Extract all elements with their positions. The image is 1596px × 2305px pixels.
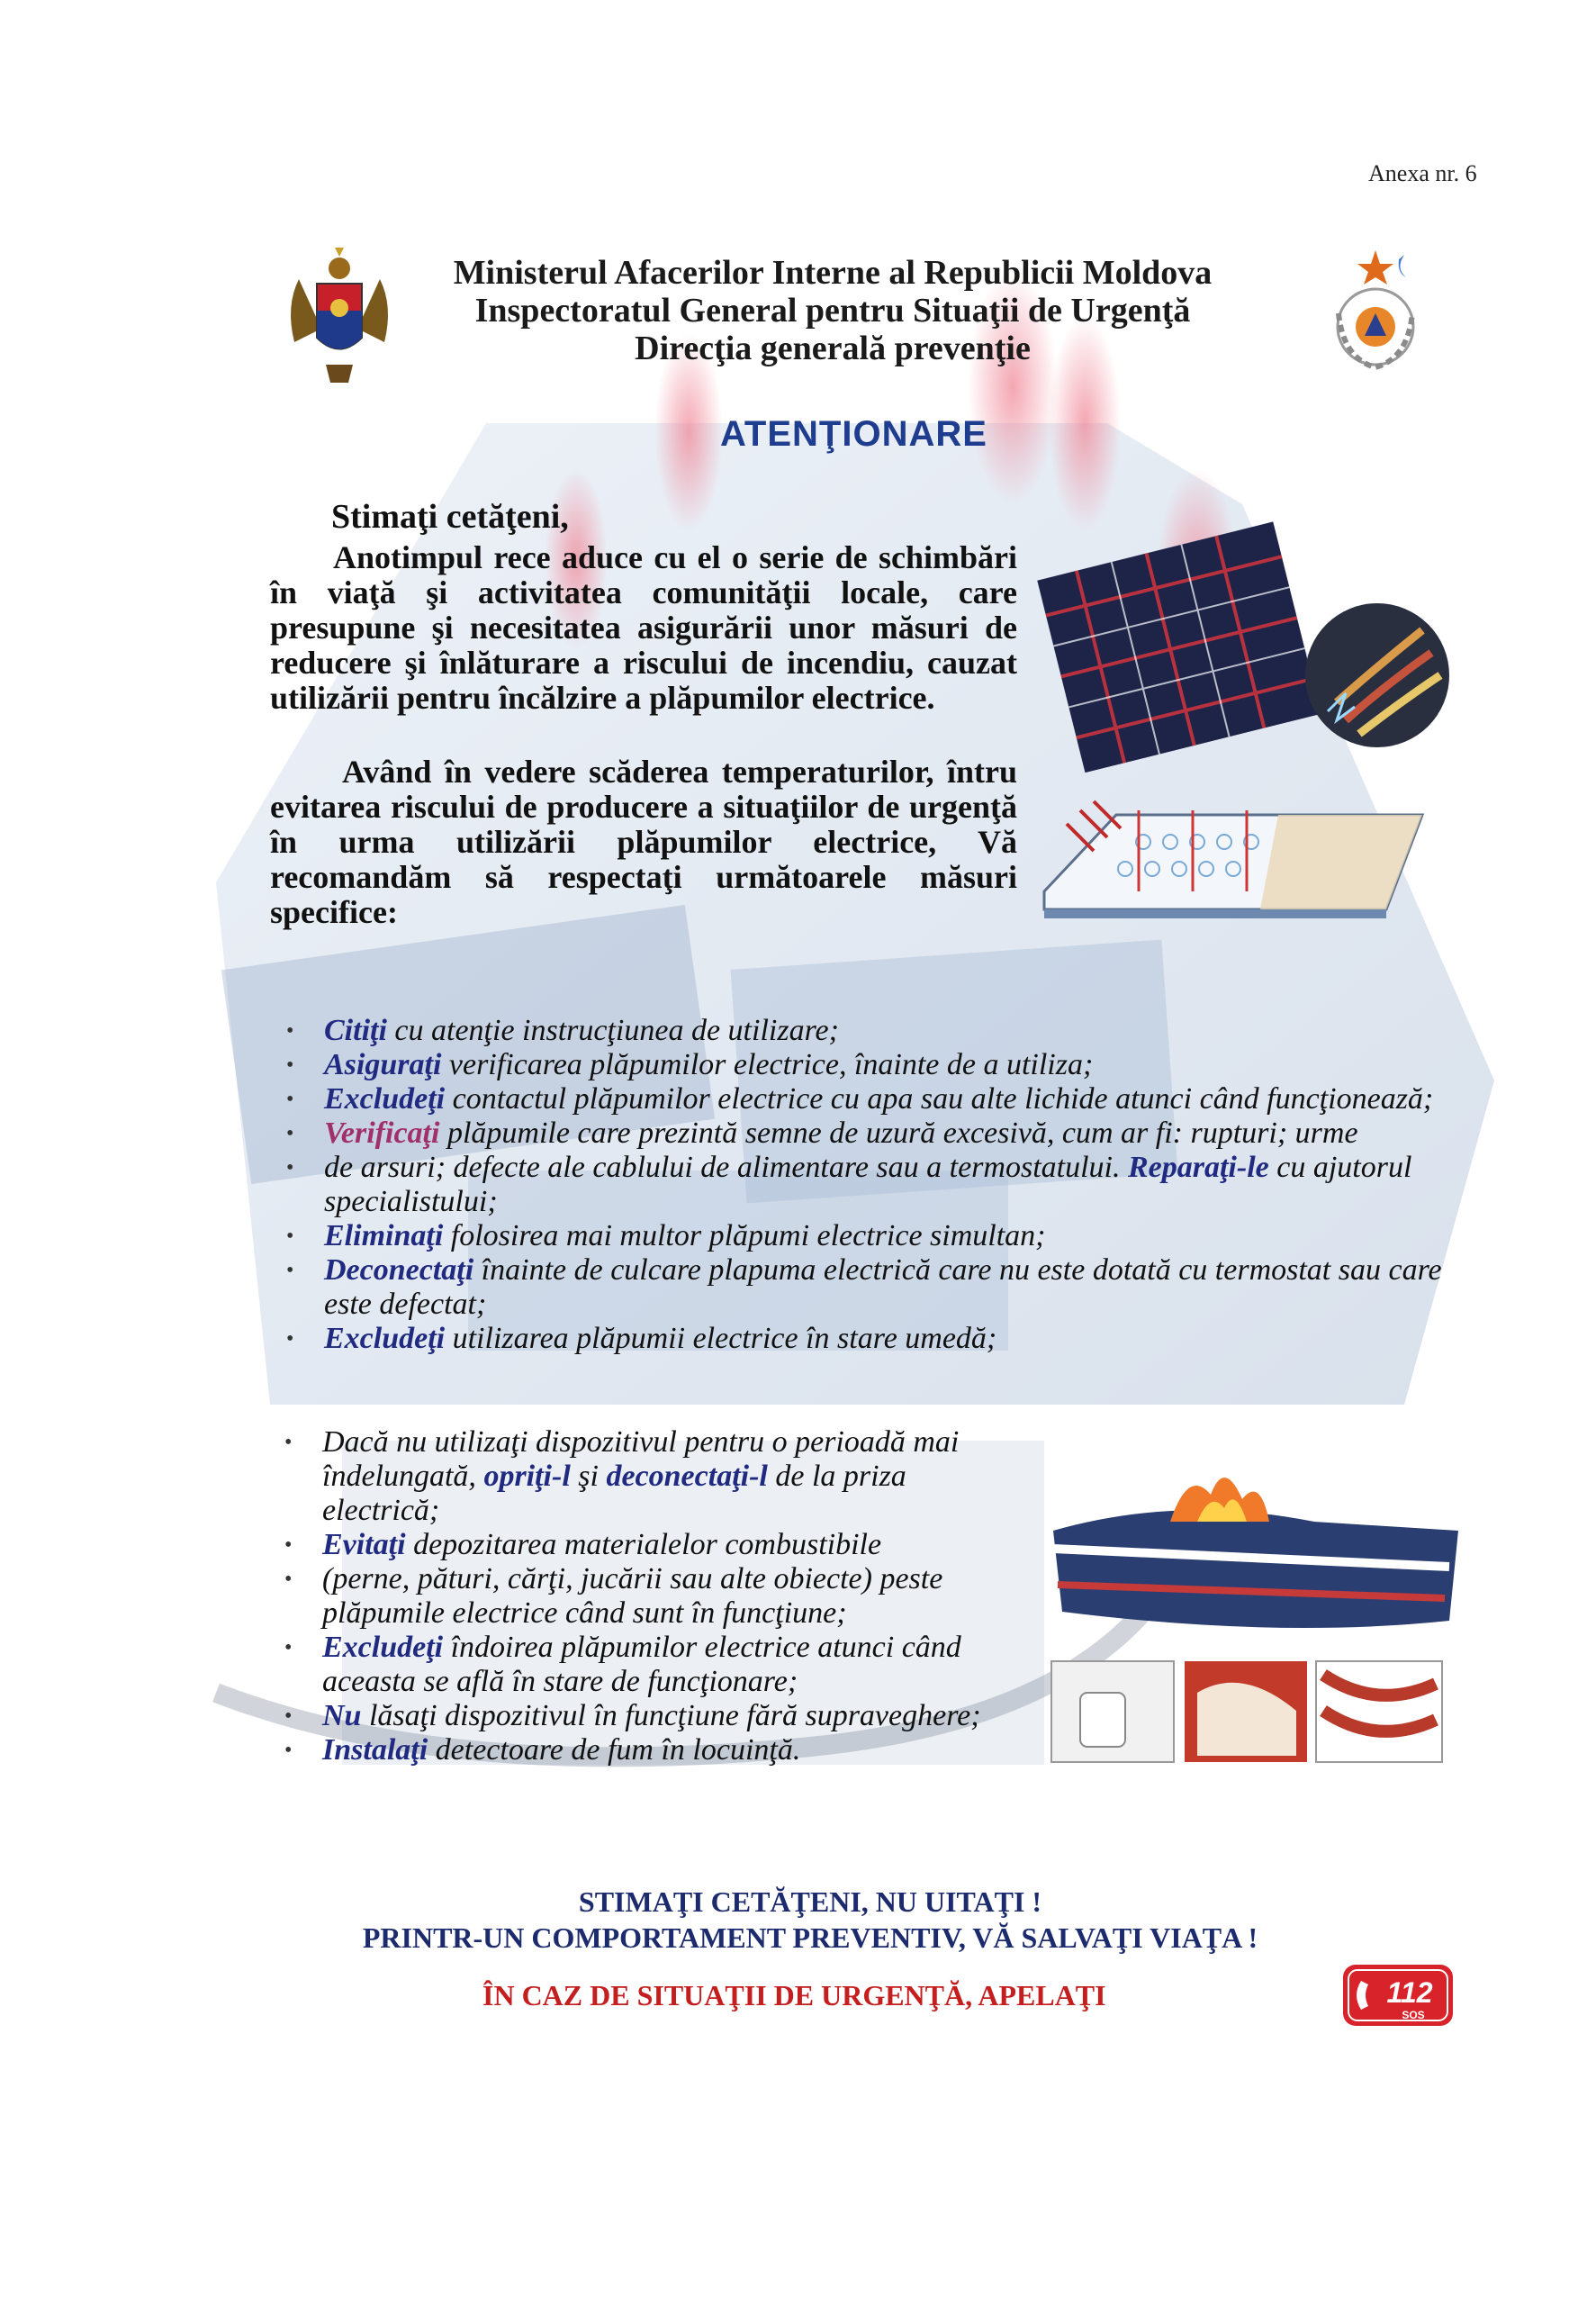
footer-line1: STIMAŢI CETĂŢENI, NU UITAŢI !: [578, 1885, 1042, 1918]
page-title: ATENŢIONARE: [720, 414, 987, 454]
footer-reminder: [306, 1884, 1314, 1956]
header-directorate: Direcţia generală prevenţie: [635, 330, 1031, 367]
sos-number: 112: [1386, 1976, 1433, 2009]
list-item: • Evitaţi depozitarea materialelor combustibile: [322, 1528, 1020, 1562]
measures-list: [324, 1014, 1449, 1356]
emergency-call-text: ÎN CAZ DE SITUAŢII DE URGENŢĂ, APELAŢI: [482, 1979, 1106, 2011]
list-item: • Instalaţi detectoare de fum în locuinţă.: [322, 1733, 1020, 1767]
list-item: • de arsuri; defecte ale cablului de alimentare sau a termostatului. Reparaţi-le cu ajutorul specialistului;: [324, 1151, 1449, 1219]
list-item: • Excludeţi îndoirea plăpumilor electrice atunci când aceasta se află în stare de funcţionare;: [322, 1631, 1020, 1699]
ministry-header: [387, 254, 1278, 367]
list-item: • Excludeţi utilizarea plăpumii electrice în stare umedă;: [324, 1322, 1449, 1356]
moldova-coat-of-arms-icon: [281, 243, 398, 387]
emergency-service-emblem-icon: [1316, 241, 1435, 387]
header-inspectorate: Inspectoratul General pentru Situaţii de Urgenţă: [474, 292, 1191, 330]
sos-label: SOS: [1402, 2009, 1425, 2021]
list-item: • Nu lăsaţi dispozitivul în funcţiune fără supraveghere;: [322, 1699, 1020, 1733]
footer-line2: PRINTR-UN COMPORTAMENT PREVENTIV, VĂ SALVAŢI VIAŢA !: [362, 1921, 1258, 1954]
list-item: • Asiguraţi verificarea plăpumilor electrice, înainte de a utiliza;: [324, 1048, 1449, 1082]
greeting: Stimaţi cetăţeni,: [331, 498, 569, 536]
intro-paragraph: Anotimpul rece aduce cu el o serie de schimbări în viaţă şi activitatea comunităţii locale, care presupune şi necesitatea asigurării unor măsuri de reducere şi înlăturare a riscului de incendiu, cauzat utilizării pentru încălzire a plăpumilor electrice.: [270, 539, 1017, 716]
list-item: • (perne, pături, cărţi, jucării sau alte obiecte) peste plăpumile electrice când sunt în funcţiune;: [322, 1562, 1020, 1631]
list-item: • Dacă nu utilizaţi dispozitivul pentru o perioadă mai îndelungată, opriţi-l şi deconectaţi-l de la priza electrică;: [322, 1425, 1020, 1528]
recommendation-paragraph: Având în vedere scăderea temperaturilor, întru evitarea riscului de producere a situaţiilor de urgenţă în urma utilizării plăpumilor electrice, Vă recomandăm să respectaţi următoarele măsuri specifice:: [270, 754, 1017, 930]
sos-112-badge-icon: [1341, 1963, 1455, 2028]
list-item: • Excludeţi contactul plăpumilor electrice cu apa sau alte lichide atunci când funcţionează;: [324, 1082, 1449, 1116]
list-item: • Verificaţi plăpumile care prezintă semne de uzură excesivă, cum ar fi: rupturi; urme: [324, 1116, 1449, 1151]
list-item: • Eliminaţi folosirea mai multor plăpumi electrice simultan;: [324, 1219, 1449, 1253]
list-item: • Citiţi cu atenţie instrucţiunea de utilizare;: [324, 1014, 1449, 1048]
measures-list-2: [322, 1425, 1020, 1767]
annex-number: Anexa nr. 6: [1368, 160, 1477, 186]
list-item: • Deconectaţi înainte de culcare plapuma electrică care nu este dotată cu termostat sau care este defectat;: [324, 1253, 1449, 1322]
header-ministry: Ministerul Afacerilor Interne al Republicii Moldova: [453, 254, 1213, 292]
